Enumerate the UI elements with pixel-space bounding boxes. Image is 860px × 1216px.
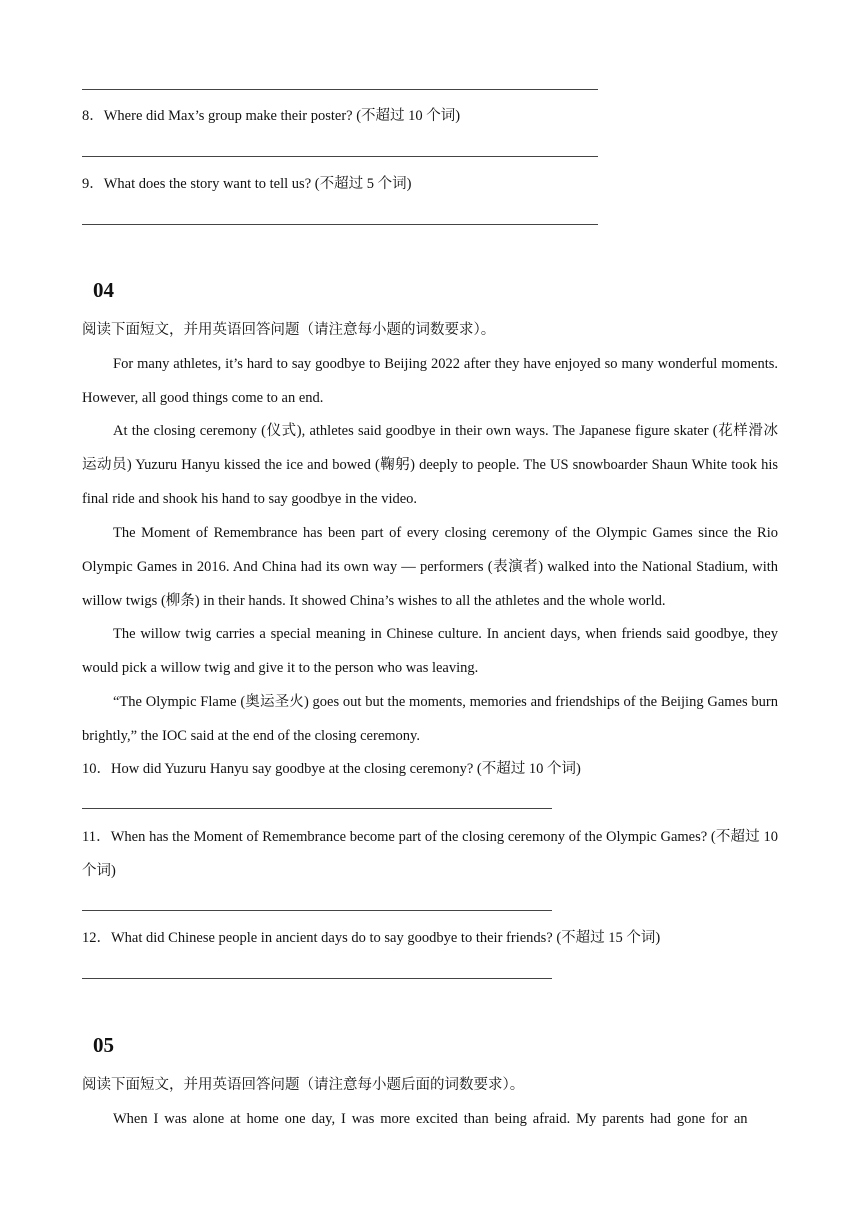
question-9: 9．What does the story want to tell us? (不超过 5 个词) [82,176,412,192]
answer-line-11[interactable] [82,910,552,911]
passage-04-paragraph-3: The Moment of Remembrance has been part of every closing ceremony of the Olympic Games since the Rio Olympic Games in 2016. And China had its own way — performers (表演者) walked into the National Stadium, with willow twigs (柳条) in their hands. It showed China’s wishes to all the athletes and the whole world. [82,525,778,609]
section-04-instruction: 阅读下面短文，并用英语回答问题（请注意每小题的词数要求）。 [82,322,496,338]
section-number-05: 05 [93,1033,114,1057]
answer-line-8[interactable] [82,156,598,157]
question-10: 10．How did Yuzuru Hanyu say goodbye at the closing ceremony? (不超过 10 个词) [82,761,581,777]
passage-05-paragraph-1: When I was alone at home one day, I was more excited than being afraid. My parents had gone for an [113,1111,748,1127]
answer-line-9[interactable] [82,224,598,225]
passage-04-paragraph-5: “The Olympic Flame (奥运圣火) goes out but the moments, memories and friendships of the Beijing Games burn brightly,” the IOC said at the end of the closing ceremony. [82,694,778,744]
question-8: 8．Where did Max’s group make their poster? (不超过 10 个词) [82,108,461,124]
question-12: 12．What did Chinese people in ancient days do to say goodbye to their friends? (不超过 15 个词) [82,930,661,946]
passage-04-paragraph-1: For many athletes, it’s hard to say goodbye to Beijing 2022 after they have enjoyed so many wonderful moments. However, all good things come to an end. [82,356,778,406]
answer-line-12[interactable] [82,978,552,979]
passage-04-paragraph-4: The willow twig carries a special meaning in Chinese culture. In ancient days, when friends said goodbye, they would pick a willow twig and give it to the person who was leaving. [82,626,778,676]
answer-line-10[interactable] [82,808,552,809]
answer-line-7[interactable] [82,89,598,90]
question-11: 11．When has the Moment of Remembrance become part of the closing ceremony of the Olympic Games? (不超过 10 个词) [82,829,778,879]
section-05-instruction: 阅读下面短文，并用英语回答问题（请注意每小题后面的词数要求）。 [82,1077,525,1093]
section-number-04: 04 [93,278,114,302]
passage-04-paragraph-2: At the closing ceremony (仪式), athletes said goodbye in their own ways. The Japanese figure skater (花样滑冰运动员) Yuzuru Hanyu kissed the ice and bowed (鞠躬) deeply to people. The US snowboarder Shaun White took his final ride and shook his hand to say goodbye in the video. [82,423,778,507]
